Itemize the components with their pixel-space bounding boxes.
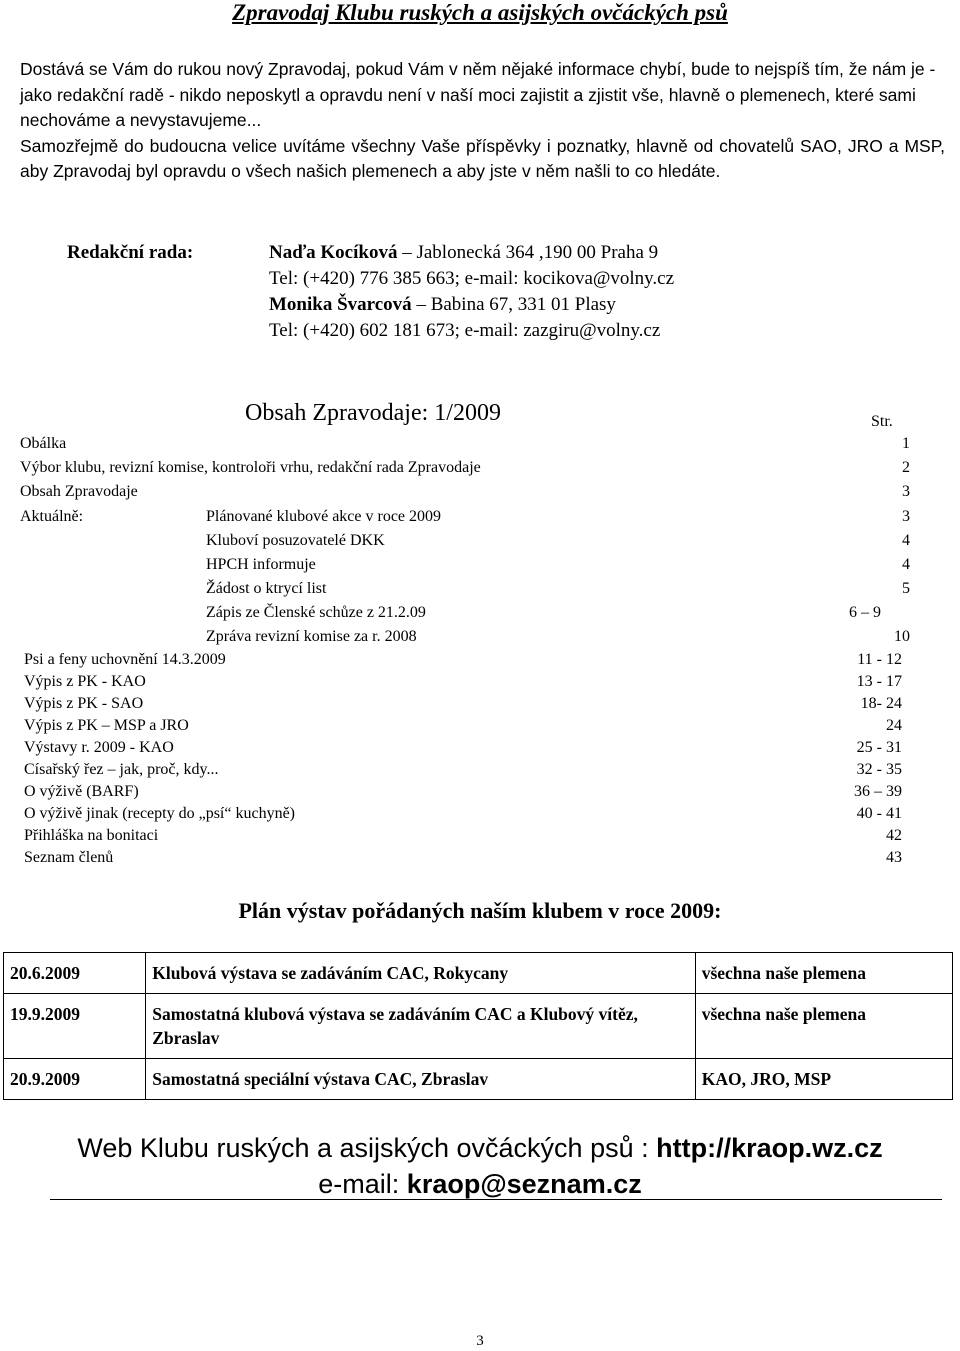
toc-item: Psi a feny uchovnění 14.3.2009 11 - 12 — [24, 651, 902, 668]
member-2-address: – Babina 67, 331 01 Plasy — [411, 294, 616, 315]
toc-heading: Obsah Zpravodaje: 1/2009 — [245, 400, 501, 426]
club-web-contact — [0, 1130, 960, 1202]
plan-event: Samostatná speciální výstava CAC, Zbraslav — [146, 1059, 695, 1100]
toc-page-column-label: Str. — [871, 413, 893, 430]
toc-section-label: Aktuálně: — [20, 508, 84, 525]
toc-item: Žádost o ktrycí list 5 — [206, 580, 910, 597]
member-2-line — [269, 292, 674, 318]
editorial-board-label: Redakční rada: — [67, 242, 194, 263]
toc-item: O výživě (BARF) 36 – 39 — [24, 783, 902, 800]
toc-item: Výstavy r. 2009 - KAO 25 - 31 — [24, 739, 902, 756]
toc-item: Zpráva revizní komise za r. 2008 10 — [206, 628, 910, 645]
member-1-address: – Jablonecká 364 ,190 00 Praha 9 — [397, 242, 659, 263]
plan-breeds: všechna naše plemena — [695, 953, 952, 994]
web-line — [0, 1130, 960, 1166]
intro-paragraph-1: Dostává se Vám do rukou nový Zpravodaj, pokud Vám v něm nějaké informace chybí, bude to nejspíš tím, že nám je - jako redakční radě - nikdo neposkytl a opravdu není v naší moci zajistit a zjistit vše, hlavně o plemenech, které sami nechováme a nevystavujeme... — [20, 59, 936, 130]
toc-item: Zápis ze Členské schůze z 21.2.09 6 – 9 — [206, 604, 881, 621]
plan-breeds: KAO, JRO, MSP — [695, 1059, 952, 1100]
toc-item: Výpis z PK - SAO 18- 24 — [24, 695, 902, 712]
toc-item: HPCH informuje 4 — [206, 556, 910, 573]
exhibition-plan-heading: Plán výstav pořádaných naším klubem v roce 2009: — [238, 898, 722, 923]
page-number: 3 — [476, 1333, 484, 1349]
member-1-contact: Tel: (+420) 776 385 663; e-mail: kocikova@volny.cz — [269, 268, 675, 289]
divider — [50, 1199, 942, 1200]
table-row — [4, 1059, 953, 1100]
email-link[interactable]: kraop@seznam.cz — [406, 1169, 642, 1199]
toc-item: O výživě jinak (recepty do „psí“ kuchyně) 40 - 41 — [24, 805, 902, 822]
table-row — [4, 994, 953, 1059]
plan-breeds: všechna naše plemena — [695, 994, 952, 1059]
intro-paragraph-2: Samozřejmě do budoucna velice uvítáme všechny Vaše příspěvky i poznatky, hlavně od chovatelů SAO, JRO a MSP, aby Zpravodaj byl opravdu o všech našich plemenech a aby jste v něm našli to co hledáte. — [20, 135, 945, 181]
member-2-name: Monika Švarcová — [269, 294, 412, 315]
toc-item: Kluboví posuzovatelé DKK 4 — [206, 532, 910, 549]
email-line — [0, 1166, 960, 1202]
toc-item: Výpis z PK - KAO 13 - 17 — [24, 673, 902, 690]
member-1-line — [269, 240, 674, 266]
toc-item: Výpis z PK – MSP a JRO 24 — [24, 717, 902, 734]
intro-text — [20, 57, 945, 185]
toc-item: Seznam členů 43 — [24, 849, 902, 866]
plan-event: Samostatná klubová výstava se zadáváním CAC a Klubový vítěz, Zbraslav — [146, 994, 695, 1059]
plan-date: 19.9.2009 — [4, 994, 146, 1059]
toc-item: Plánované klubové akce v roce 2009 3 — [206, 508, 910, 525]
toc-item: Obálka 1 — [20, 435, 910, 452]
editorial-board-members — [269, 240, 674, 344]
toc-item: Přihláška na bonitaci 42 — [24, 827, 902, 844]
toc-item: Výbor klubu, revizní komise, kontroloři vrhu, redakční rada Zpravodaje 2 — [20, 459, 910, 476]
document-title: Zpravodaj Klubu ruských a asijských ovčáckých psů — [232, 0, 728, 25]
web-url-link[interactable]: http://kraop.wz.cz — [656, 1133, 883, 1163]
web-label: Web Klubu ruských a asijských ovčáckých psů : — [77, 1133, 657, 1163]
table-row — [4, 953, 953, 994]
plan-date: 20.6.2009 — [4, 953, 146, 994]
toc-item: Císařský řez – jak, proč, kdy... 32 - 35 — [24, 761, 902, 778]
member-1-name: Naďa Kocíková — [269, 242, 398, 263]
exhibition-plan-table — [3, 952, 953, 1100]
plan-date: 20.9.2009 — [4, 1059, 146, 1100]
plan-event: Klubová výstava se zadáváním CAC, Rokycany — [146, 953, 695, 994]
toc-item: Obsah Zpravodaje 3 — [20, 483, 910, 500]
email-label: e-mail: — [318, 1169, 407, 1199]
member-2-contact: Tel: (+420) 602 181 673; e-mail: zazgiru@volny.cz — [269, 320, 661, 341]
